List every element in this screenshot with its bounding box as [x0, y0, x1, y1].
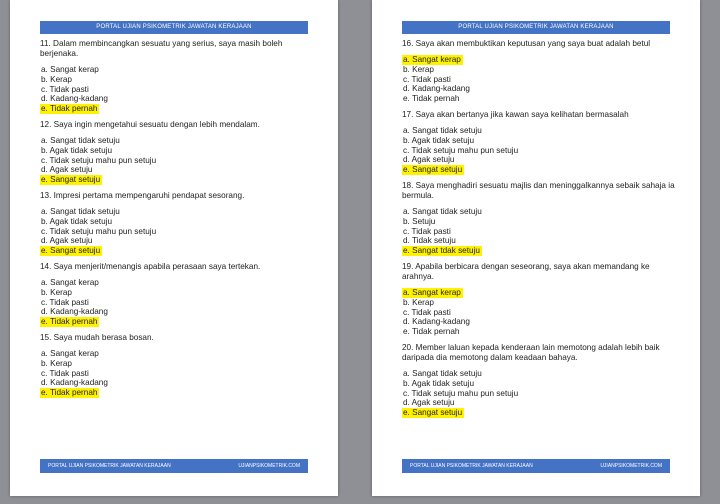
- answer-option: a. Sangat kerap: [41, 277, 99, 287]
- answer-option: b. Agak tidak setuju: [41, 145, 113, 155]
- answer-option: d. Agak setuju: [41, 236, 93, 246]
- answer-option: a. Sangat kerap: [41, 65, 99, 74]
- question-item: [402, 343, 678, 418]
- answer-option: c. Tidak pasti: [41, 84, 89, 94]
- question-list: [40, 39, 316, 404]
- answer-option-selected: e. Sangat setuju: [41, 175, 101, 185]
- answer-option: c. Tidak pasti: [41, 368, 89, 378]
- answer-option-selected: e. Sangat tdak setuju: [403, 246, 480, 256]
- question-item: [402, 262, 678, 337]
- answer-option: d. Tidak setuju: [403, 236, 456, 246]
- answer-option-selected: a. Sangat kerap: [403, 287, 461, 297]
- answer-option: c. Tidak pasti: [403, 74, 451, 84]
- answer-option: b. Kerap: [403, 64, 434, 74]
- document-page-right: [372, 0, 700, 496]
- answer-option: d. Kadang-kadang: [403, 317, 470, 327]
- answer-option: c. Tidak setuju mahu pun setuju: [41, 226, 157, 236]
- answer-option: b. Agak tidak setuju: [41, 216, 113, 226]
- answer-option: b. Kerap: [41, 287, 72, 297]
- question-text: 14. Saya menjerit/menangis apabila perasaan saya tertekan.: [40, 261, 261, 271]
- question-item: [40, 262, 316, 327]
- question-text: 20. Member laluan kepada kenderaan lain memotong adalah lebih baik daripada dia memotong dalam keadaan bahaya.: [402, 342, 660, 362]
- answer-option: d. Agak setuju: [41, 165, 93, 175]
- question-list: [402, 39, 678, 424]
- footer-left-text: PORTAL UJIAN PSIKOMETRIK JAWATAN KERAJAAN: [48, 463, 171, 469]
- question-item: [402, 110, 678, 175]
- answer-option: a. Sangat tidak setuju: [41, 135, 120, 145]
- answer-option: c. Tidak setuju mahu pun setuju: [403, 145, 519, 155]
- answer-option-selected: e. Tidak pernah: [41, 388, 98, 398]
- answer-option-selected: e. Sangat setuju: [403, 408, 463, 418]
- answer-option: c. Tidak pasti: [403, 226, 451, 236]
- question-text: 13. Impresi pertama mempengaruhi pendapat sesorang.: [40, 190, 245, 200]
- answer-option: b. Kerap: [41, 74, 72, 84]
- question-text: 17. Saya akan bertanya jika kawan saya kelihatan bermasalah: [402, 109, 629, 119]
- answer-option: d. Agak setuju: [403, 155, 455, 165]
- answer-option: b. Kerap: [403, 297, 434, 307]
- page-footer-bar: [40, 459, 308, 473]
- answer-option: d. Agak setuju: [403, 398, 455, 408]
- answer-option: a. Sangat tidak setuju: [403, 368, 482, 378]
- answer-option-selected: e. Sangat setuju: [403, 165, 463, 175]
- answer-option: a. Sangat kerap: [41, 348, 99, 358]
- answer-option: d. Kadang-kadang: [41, 94, 108, 104]
- question-text: 18. Saya menghadiri sesuatu majlis dan meninggalkannya sebaik sahaja ia bermula.: [402, 180, 675, 200]
- answer-option: e. Tidak pernah: [403, 94, 460, 104]
- footer-right-text: UJIANPSIKOMETRIK.COM: [600, 463, 662, 469]
- answer-option: d. Kadang-kadang: [41, 378, 108, 388]
- answer-option-selected: e. Tidak pernah: [41, 317, 98, 327]
- answer-option: a. Sangat tidak setuju: [403, 125, 482, 135]
- answer-option: a. Sangat tidak setuju: [41, 206, 120, 216]
- answer-option: b. Agak tidak setuju: [403, 135, 475, 145]
- answer-option: d. Kadang-kadang: [403, 84, 470, 94]
- question-item: [402, 39, 678, 104]
- document-page-left: [10, 0, 338, 496]
- answer-option: e. Tidak pernah: [403, 327, 460, 337]
- answer-option: b. Agak tidak setuju: [403, 378, 475, 388]
- page-header-bar: PORTAL UJIAN PSIKOMETRIK JAWATAN KERAJAAN: [40, 21, 308, 34]
- question-item: [40, 39, 316, 114]
- page-footer-bar: [402, 459, 670, 473]
- answer-option-selected: a. Sangat kerap: [403, 55, 461, 64]
- answer-option: c. Tidak pasti: [41, 297, 89, 307]
- question-text: 15. Saya mudah berasa bosan.: [40, 332, 154, 342]
- question-text: 11. Dalam membincangkan sesuatu yang serius, saya masih boleh berjenaka.: [40, 39, 283, 58]
- answer-option: b. Kerap: [41, 358, 72, 368]
- question-item: [40, 191, 316, 256]
- question-item: [40, 333, 316, 398]
- question-item: [40, 120, 316, 185]
- footer-right-text: UJIANPSIKOMETRIK.COM: [238, 463, 300, 469]
- question-text: 12. Saya ingin mengetahui sesuatu dengan lebih mendalam.: [40, 119, 260, 129]
- question-item: [402, 181, 678, 256]
- answer-option: d. Kadang-kadang: [41, 307, 108, 317]
- question-text: 19. Apabila berbicara dengan seseorang, saya akan memandang ke arahnya.: [402, 261, 650, 281]
- answer-option: b. Setuju: [403, 216, 436, 226]
- answer-option: c. Tidak setuju mahu pun setuju: [403, 388, 519, 398]
- answer-option: a. Sangat tidak setuju: [403, 206, 482, 216]
- answer-option: c. Tidak pasti: [403, 307, 451, 317]
- page-header-bar: PORTAL UJIAN PSIKOMETRIK JAWATAN KERAJAAN: [402, 21, 670, 34]
- question-text: 16. Saya akan membuktikan keputusan yang saya buat adalah betul: [402, 39, 651, 48]
- answer-option-selected: e. Sangat setuju: [41, 246, 101, 256]
- footer-left-text: PORTAL UJIAN PSIKOMETRIK JAWATAN KERAJAAN: [410, 463, 533, 469]
- answer-option: c. Tidak setuju mahu pun setuju: [41, 155, 157, 165]
- answer-option-selected: e. Tidak pernah: [41, 104, 98, 114]
